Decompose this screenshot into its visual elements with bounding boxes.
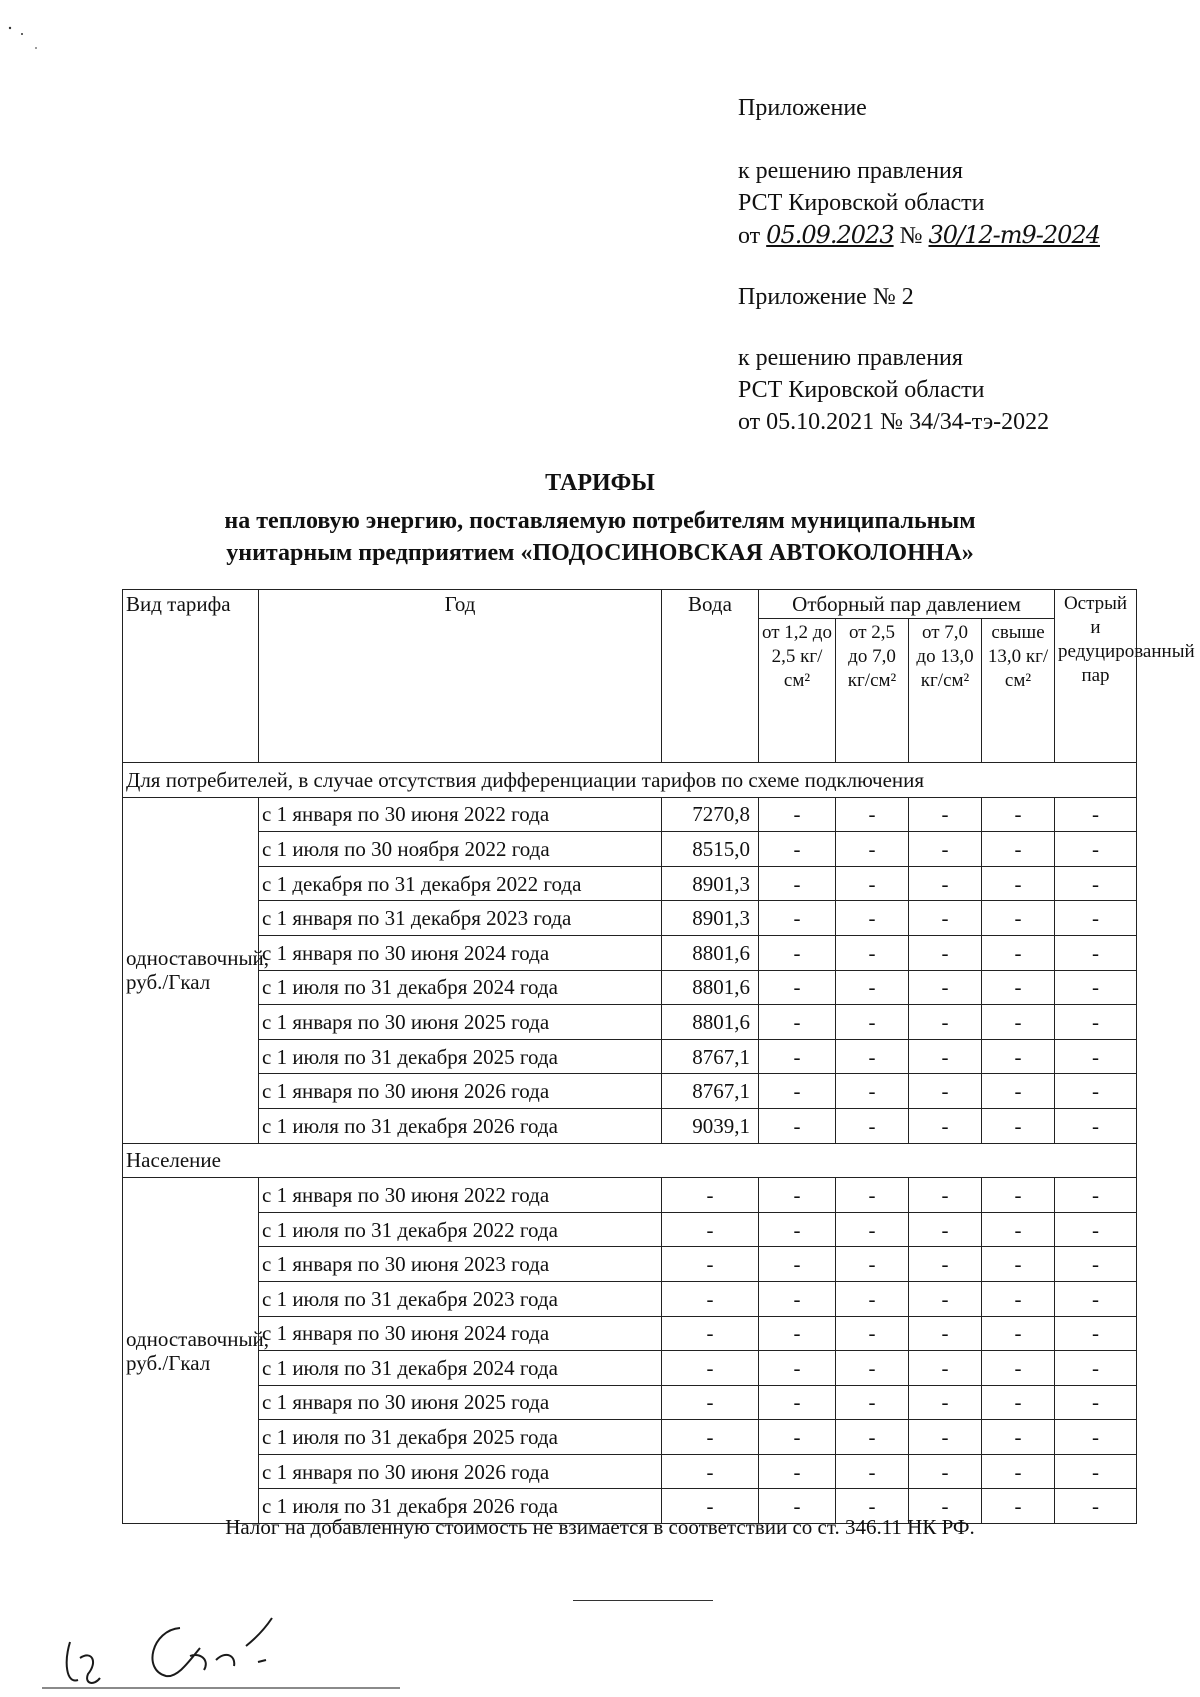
p2-cell: - — [836, 1385, 909, 1420]
sharp-cell: - — [1055, 1281, 1137, 1316]
sharp-cell: - — [1055, 797, 1137, 832]
water-cell: 8901,3 — [662, 866, 759, 901]
p3-cell: - — [909, 866, 982, 901]
p2-cell: - — [836, 1178, 909, 1213]
water-cell: - — [662, 1212, 759, 1247]
p1-cell: - — [759, 1489, 836, 1524]
sharp-cell: - — [1055, 1316, 1137, 1351]
col-header-pressure-4: свыше 13,0 кг/см² — [982, 619, 1055, 763]
p1-cell: - — [759, 1281, 836, 1316]
title-line-1: на тепловую энергию, поставляемую потребителям муниципальным — [224, 508, 976, 534]
sharp-cell: - — [1055, 1247, 1137, 1282]
p3-cell: - — [909, 1316, 982, 1351]
water-cell: 8901,3 — [662, 901, 759, 936]
water-cell: - — [662, 1178, 759, 1213]
water-cell: 9039,1 — [662, 1108, 759, 1143]
p1-cell: - — [759, 901, 836, 936]
p1-cell: - — [759, 1005, 836, 1040]
water-cell: 8801,6 — [662, 935, 759, 970]
document-title: ТАРИФЫ — [545, 470, 655, 496]
p4-cell: - — [982, 1039, 1055, 1074]
p1-cell: - — [759, 797, 836, 832]
p4-cell: - — [982, 1074, 1055, 1109]
table-row — [123, 1281, 1137, 1316]
col-header-pressure-2: от 2,5 до 7,0 кг/см² — [836, 619, 909, 763]
p3-cell: - — [909, 1074, 982, 1109]
water-cell: - — [662, 1316, 759, 1351]
handwritten-number: 30/12-т9-2024 — [928, 221, 1100, 249]
p3-cell: - — [909, 1212, 982, 1247]
p2-cell: - — [836, 866, 909, 901]
section-row — [123, 763, 1137, 798]
p1-cell: - — [759, 866, 836, 901]
p2-cell: - — [836, 1039, 909, 1074]
table-row — [123, 901, 1137, 936]
decision-date-line-1 — [738, 219, 1100, 252]
p2-cell: - — [836, 1212, 909, 1247]
org-name-1: РСТ Кировской области — [738, 190, 985, 216]
p1-cell: - — [759, 1247, 836, 1282]
p3-cell: - — [909, 1489, 982, 1524]
p3-cell: - — [909, 1385, 982, 1420]
p4-cell: - — [982, 1385, 1055, 1420]
appendix-label: Приложение — [738, 95, 867, 121]
table-row — [123, 866, 1137, 901]
sharp-cell: - — [1055, 901, 1137, 936]
col-header-year: Год — [259, 590, 662, 763]
p2-cell: - — [836, 832, 909, 867]
col-header-tariff-type: Вид тарифа — [123, 590, 259, 763]
sharp-cell: - — [1055, 970, 1137, 1005]
period-cell: с 1 января по 30 июня 2024 года — [259, 1316, 662, 1351]
sharp-cell: - — [1055, 1489, 1137, 1524]
tariff-type-cell: одноставочный, руб./Гкал — [123, 1178, 259, 1524]
decision-ref-2: к решению правления — [738, 345, 963, 371]
sharp-cell: - — [1055, 1351, 1137, 1386]
handwritten-signature — [40, 1600, 400, 1697]
p1-cell: - — [759, 935, 836, 970]
header-row-1 — [123, 590, 1137, 619]
period-cell: с 1 июля по 31 декабря 2022 года — [259, 1212, 662, 1247]
period-cell: с 1 июля по 31 декабря 2024 года — [259, 970, 662, 1005]
col-header-water: Вода — [662, 590, 759, 763]
col-header-sharp-steam: Острый и редуцированный пар — [1055, 590, 1137, 763]
tariff-type-cell: одноставочный, руб./Гкал — [123, 797, 259, 1143]
title-line-2: унитарным предприятием «ПОДОСИНОВСКАЯ АВТОКОЛОННА» — [226, 540, 974, 566]
section-label: Для потребителей, в случае отсутствия дифференциации тарифов по схеме подключения — [123, 763, 1137, 798]
period-cell: с 1 января по 31 декабря 2023 года — [259, 901, 662, 936]
period-cell: с 1 января по 30 июня 2023 года — [259, 1247, 662, 1282]
period-cell: с 1 июля по 31 декабря 2025 года — [259, 1420, 662, 1455]
table-row — [123, 797, 1137, 832]
decision-ref-1: к решению правления — [738, 158, 963, 184]
p1-cell: - — [759, 1316, 836, 1351]
table-row — [123, 1212, 1137, 1247]
p1-cell: - — [759, 1385, 836, 1420]
sharp-cell: - — [1055, 1074, 1137, 1109]
period-cell: с 1 июля по 31 декабря 2025 года — [259, 1039, 662, 1074]
p3-cell: - — [909, 1178, 982, 1213]
p3-cell: - — [909, 1108, 982, 1143]
p1-cell: - — [759, 1454, 836, 1489]
p1-cell: - — [759, 1108, 836, 1143]
p4-cell: - — [982, 1351, 1055, 1386]
table-row — [123, 1454, 1137, 1489]
p2-cell: - — [836, 935, 909, 970]
sharp-cell: - — [1055, 1005, 1137, 1040]
p4-cell: - — [982, 797, 1055, 832]
p4-cell: - — [982, 1108, 1055, 1143]
sharp-cell: - — [1055, 1108, 1137, 1143]
date-prefix: от — [738, 223, 761, 249]
table-row — [123, 1351, 1137, 1386]
p1-cell: - — [759, 1039, 836, 1074]
water-cell: 8801,6 — [662, 970, 759, 1005]
table-row — [123, 1420, 1137, 1455]
p2-cell: - — [836, 1247, 909, 1282]
vat-footnote: Налог на добавленную стоимость не взимается в соответствии со ст. 346.11 НК РФ. — [225, 1515, 975, 1539]
sharp-cell: - — [1055, 1212, 1137, 1247]
p3-cell: - — [909, 901, 982, 936]
water-cell: 8515,0 — [662, 832, 759, 867]
sharp-cell: - — [1055, 1385, 1137, 1420]
p1-cell: - — [759, 832, 836, 867]
p2-cell: - — [836, 1454, 909, 1489]
p4-cell: - — [982, 832, 1055, 867]
p3-cell: - — [909, 1454, 982, 1489]
p2-cell: - — [836, 1074, 909, 1109]
table-row — [123, 1005, 1137, 1040]
water-cell: 8767,1 — [662, 1074, 759, 1109]
period-cell: с 1 декабря по 31 декабря 2022 года — [259, 866, 662, 901]
table-row — [123, 970, 1137, 1005]
separator-line — [573, 1600, 713, 1601]
scan-specks — [6, 24, 46, 54]
p3-cell: - — [909, 832, 982, 867]
p4-cell: - — [982, 866, 1055, 901]
p2-cell: - — [836, 797, 909, 832]
table-row — [123, 935, 1137, 970]
p2-cell: - — [836, 1351, 909, 1386]
section-row — [123, 1143, 1137, 1178]
table-row — [123, 1178, 1137, 1213]
table-row — [123, 1385, 1137, 1420]
sharp-cell: - — [1055, 1420, 1137, 1455]
col-header-steam: Отборный пар давлением — [759, 590, 1055, 619]
table-row — [123, 1247, 1137, 1282]
p4-cell: - — [982, 970, 1055, 1005]
p2-cell: - — [836, 970, 909, 1005]
water-cell: - — [662, 1247, 759, 1282]
table-row — [123, 1108, 1137, 1143]
p4-cell: - — [982, 1454, 1055, 1489]
p1-cell: - — [759, 970, 836, 1005]
p1-cell: - — [759, 1074, 836, 1109]
sharp-cell: - — [1055, 832, 1137, 867]
p1-cell: - — [759, 1212, 836, 1247]
sharp-cell: - — [1055, 1039, 1137, 1074]
table-row — [123, 1039, 1137, 1074]
decision-date-line-2: от 05.10.2021 № 34/34-тэ-2022 — [738, 409, 1050, 435]
tariff-table — [122, 589, 1195, 1524]
period-cell: с 1 июля по 31 декабря 2024 года — [259, 1351, 662, 1386]
water-cell: - — [662, 1454, 759, 1489]
p3-cell: - — [909, 1247, 982, 1282]
period-cell: с 1 июля по 31 декабря 2026 года — [259, 1489, 662, 1524]
p2-cell: - — [836, 1108, 909, 1143]
org-name-2: РСТ Кировской области — [738, 377, 985, 403]
water-cell: - — [662, 1420, 759, 1455]
water-cell: 7270,8 — [662, 797, 759, 832]
water-cell: 8767,1 — [662, 1039, 759, 1074]
water-cell: - — [662, 1351, 759, 1386]
section-label: Население — [123, 1143, 1137, 1178]
appendix-2-label: Приложение № 2 — [738, 284, 914, 310]
p3-cell: - — [909, 1005, 982, 1040]
p1-cell: - — [759, 1420, 836, 1455]
sharp-cell: - — [1055, 1178, 1137, 1213]
period-cell: с 1 января по 30 июня 2025 года — [259, 1385, 662, 1420]
p4-cell: - — [982, 1212, 1055, 1247]
period-cell: с 1 января по 30 июня 2022 года — [259, 1178, 662, 1213]
p4-cell: - — [982, 901, 1055, 936]
p2-cell: - — [836, 901, 909, 936]
table-row — [123, 832, 1137, 867]
period-cell: с 1 июля по 31 декабря 2026 года — [259, 1108, 662, 1143]
water-cell: 8801,6 — [662, 1005, 759, 1040]
p4-cell: - — [982, 1316, 1055, 1351]
table-row — [123, 1074, 1137, 1109]
period-cell: с 1 января по 30 июня 2026 года — [259, 1454, 662, 1489]
col-header-pressure-1: от 1,2 до 2,5 кг/см² — [759, 619, 836, 763]
p3-cell: - — [909, 935, 982, 970]
p3-cell: - — [909, 1420, 982, 1455]
water-cell: - — [662, 1489, 759, 1524]
p4-cell: - — [982, 1178, 1055, 1213]
p3-cell: - — [909, 797, 982, 832]
water-cell: - — [662, 1385, 759, 1420]
period-cell: с 1 июля по 31 декабря 2023 года — [259, 1281, 662, 1316]
p2-cell: - — [836, 1420, 909, 1455]
period-cell: с 1 июля по 30 ноября 2022 года — [259, 832, 662, 867]
number-sign: № — [899, 223, 923, 249]
p3-cell: - — [909, 1039, 982, 1074]
table-row — [123, 1316, 1137, 1351]
period-cell: с 1 января по 30 июня 2025 года — [259, 1005, 662, 1040]
p2-cell: - — [836, 1489, 909, 1524]
col-header-pressure-3: от 7,0 до 13,0 кг/см² — [909, 619, 982, 763]
p2-cell: - — [836, 1316, 909, 1351]
p3-cell: - — [909, 1351, 982, 1386]
p4-cell: - — [982, 1281, 1055, 1316]
period-cell: с 1 января по 30 июня 2022 года — [259, 797, 662, 832]
p2-cell: - — [836, 1005, 909, 1040]
p4-cell: - — [982, 1420, 1055, 1455]
period-cell: с 1 января по 30 июня 2024 года — [259, 935, 662, 970]
p4-cell: - — [982, 1005, 1055, 1040]
sharp-cell: - — [1055, 1454, 1137, 1489]
sharp-cell: - — [1055, 935, 1137, 970]
p4-cell: - — [982, 1489, 1055, 1524]
handwritten-date: 05.09.2023 — [766, 221, 894, 249]
p3-cell: - — [909, 970, 982, 1005]
p3-cell: - — [909, 1281, 982, 1316]
water-cell: - — [662, 1281, 759, 1316]
period-cell: с 1 января по 30 июня 2026 года — [259, 1074, 662, 1109]
p2-cell: - — [836, 1281, 909, 1316]
p4-cell: - — [982, 935, 1055, 970]
p1-cell: - — [759, 1351, 836, 1386]
p1-cell: - — [759, 1178, 836, 1213]
sharp-cell: - — [1055, 866, 1137, 901]
p4-cell: - — [982, 1247, 1055, 1282]
